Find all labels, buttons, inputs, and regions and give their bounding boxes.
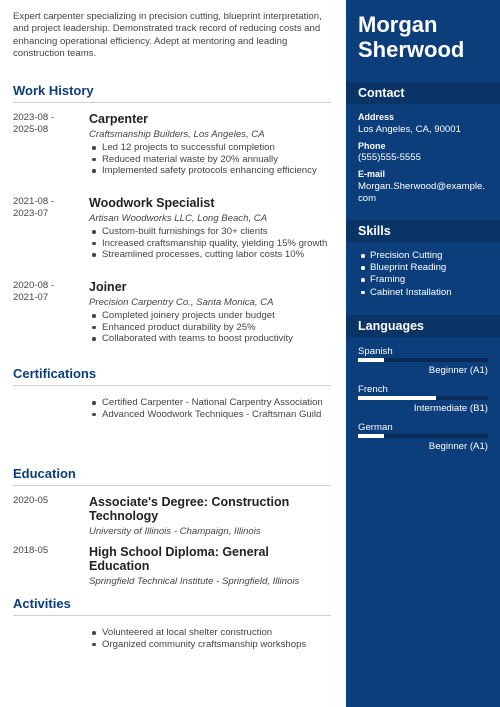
work-history-heading: Work History [13, 83, 94, 98]
language-level: Beginner (A1) [428, 365, 488, 376]
skill-item: Blueprint Reading [358, 262, 493, 274]
language-level-bar [358, 434, 488, 438]
list-item: Certified Carpenter - National Carpentry Association [89, 397, 331, 409]
job-title: Carpenter [89, 112, 149, 126]
address-label: Address [358, 112, 395, 122]
list-item: Completed joinery projects under budget [89, 310, 331, 322]
languages-heading: Languages [346, 315, 500, 337]
list-item: Implemented safety protocols enhancing efficiency [89, 165, 331, 177]
work-dates: 2023-08 - 2025-08 [13, 112, 55, 135]
skills-heading: Skills [346, 220, 500, 242]
bullet-list [89, 627, 331, 650]
school: University of Illinois - Champaign, Illinois [89, 526, 261, 537]
certifications-heading: Certifications [13, 366, 97, 381]
language-name: French [358, 384, 388, 395]
language-level-bar [358, 358, 488, 362]
degree: Associate's Degree: Construction Technology [89, 495, 290, 523]
education-date: 2018-05 [13, 545, 49, 556]
contact-heading: Contact [346, 82, 500, 104]
phone-value: (555)555-5555 [358, 152, 421, 163]
language-name: Spanish [358, 346, 393, 357]
list-item: Custom-built furnishings for 30+ clients [89, 226, 331, 238]
bullet-list [89, 310, 331, 345]
skill-item: Cabinet Installation [358, 287, 493, 299]
language-level-fill [358, 434, 384, 438]
bullet-list [89, 142, 331, 177]
company: Precision Carpentry Co., Santa Monica, CA [89, 297, 274, 308]
skills-list [358, 250, 493, 299]
list-item: Enhanced product durability by 25% [89, 322, 331, 334]
address-value: Los Angeles, CA, 90001 [358, 124, 461, 135]
divider [13, 102, 331, 103]
language-entry [358, 422, 488, 453]
language-level-fill [358, 396, 436, 400]
list-item: Increased craftsmanship quality, yielding 15% growth [89, 238, 331, 250]
school: Springfield Technical Institute - Springfield, Illinois [89, 576, 300, 587]
candidate-name: Morgan Sherwood [358, 12, 465, 62]
language-entry [358, 346, 488, 377]
email-label: E-mail [358, 169, 386, 179]
education-date: 2020-05 [13, 495, 49, 506]
phone-label: Phone [358, 141, 386, 151]
bullet-list [89, 226, 331, 261]
company: Artisan Woodworks LLC, Long Beach, CA [89, 213, 268, 224]
list-item: Volunteered at local shelter construction [89, 627, 331, 639]
list-item: Organized community craftsmanship workshops [89, 639, 331, 651]
list-item: Streamlined processes, cutting labor costs 10% [89, 249, 331, 261]
skill-item: Precision Cutting [358, 250, 493, 262]
language-level: Beginner (A1) [428, 441, 488, 452]
list-item: Led 12 projects to successful completion [89, 142, 331, 154]
degree: High School Diploma: General Education [89, 545, 269, 573]
list-item: Advanced Woodwork Techniques - Craftsman Guild [89, 409, 331, 421]
language-name: German [358, 422, 393, 433]
divider [13, 385, 331, 386]
list-item: Collaborated with teams to boost productivity [89, 333, 331, 345]
work-dates: 2021-08 - 2023-07 [13, 196, 55, 219]
list-item: Reduced material waste by 20% annually [89, 154, 331, 166]
education-heading: Education [13, 466, 76, 481]
language-level-fill [358, 358, 384, 362]
divider [13, 485, 331, 486]
summary-text: Expert carpenter specializing in precision cutting, blueprint interpretation, and project leadership. Demonstrated track record of reducing costs and enhancing operational efficiency. Adept at mentoring and leading construction teams. [13, 11, 322, 60]
activities-heading: Activities [13, 596, 71, 611]
job-title: Joiner [89, 280, 127, 294]
skill-item: Framing [358, 274, 493, 286]
company: Craftsmanship Builders, Los Angeles, CA [89, 129, 265, 140]
language-level-bar [358, 396, 488, 400]
sidebar [346, 0, 500, 707]
job-title: Woodwork Specialist [89, 196, 215, 210]
work-dates: 2020-08 - 2021-07 [13, 280, 55, 303]
email-value[interactable]: Morgan.Sherwood@example.com [358, 181, 486, 204]
language-entry [358, 384, 488, 415]
bullet-list [89, 397, 331, 420]
divider [13, 615, 331, 616]
language-level: Intermediate (B1) [413, 403, 488, 414]
